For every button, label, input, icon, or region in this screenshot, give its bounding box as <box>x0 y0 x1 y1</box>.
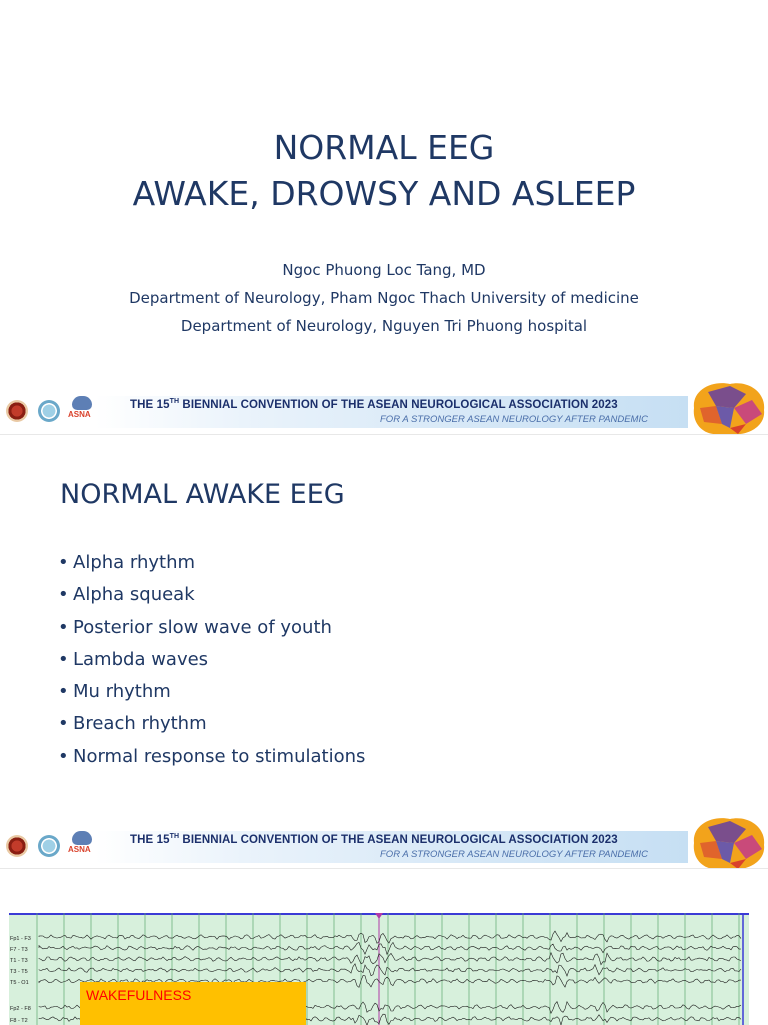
association-seal-icon <box>38 835 60 857</box>
svg-text:T3 - T5: T3 - T5 <box>10 969 28 975</box>
list-item: • Posterior slow wave of youth <box>58 616 332 638</box>
svg-text:T5 - O1: T5 - O1 <box>10 980 29 986</box>
title-line-1: NORMAL EEG <box>273 128 495 167</box>
banner-tagline: FOR A STRONGER ASEAN NEUROLOGY AFTER PANDEMIC <box>380 414 648 425</box>
svg-text:Fp2 - F8: Fp2 - F8 <box>10 1006 31 1012</box>
list-item: • Normal response to stimulations <box>58 745 366 767</box>
svg-text:F7 - T3: F7 - T3 <box>10 947 28 953</box>
brain-artwork-icon <box>686 378 768 434</box>
list-item: • Breach rhythm <box>58 713 207 735</box>
slide-title <box>0 0 768 434</box>
banner-heading: THE 15TH BIENNIAL CONVENTION OF THE ASEAN NEUROLOGICAL ASSOCIATION 2023 <box>130 398 618 411</box>
svg-text:T1 - T3: T1 - T3 <box>10 958 28 964</box>
list-item: • Lambda waves <box>58 648 209 670</box>
bullet-list <box>58 547 365 773</box>
association-seal-icon <box>38 400 60 422</box>
asna-logo-icon: ASNA <box>68 831 96 859</box>
affiliation-2: Department of Neurology, Nguyen Tri Phuong hospital <box>180 317 588 335</box>
asna-logo-icon: ASNA <box>68 396 96 424</box>
university-seal-icon <box>6 400 28 422</box>
brain-artwork-icon <box>686 813 768 869</box>
wakefulness-label: WAKEFULNESS <box>80 982 306 1025</box>
list-item: • Alpha squeak <box>58 584 195 606</box>
svg-text:Fp1 - F3: Fp1 - F3 <box>10 936 31 942</box>
title-line-2: AWAKE, DROWSY AND ASLEEP <box>132 174 636 213</box>
slide-heading: NORMAL AWAKE EEG <box>60 479 345 510</box>
university-seal-icon <box>6 835 28 857</box>
banner-tagline: FOR A STRONGER ASEAN NEUROLOGY AFTER PANDEMIC <box>380 849 648 860</box>
conference-banner <box>0 386 768 434</box>
list-item: • Mu rhythm <box>58 681 171 703</box>
slide-normal-awake-eeg <box>0 434 768 869</box>
list-item: • Alpha rhythm <box>58 552 196 573</box>
svg-text:F8 - T2: F8 - T2 <box>10 1018 28 1024</box>
conference-banner <box>0 821 768 869</box>
affiliation-1: Department of Neurology, Pham Ngoc Thach University of medicine <box>129 289 639 307</box>
banner-heading: THE 15TH BIENNIAL CONVENTION OF THE ASEAN NEUROLOGICAL ASSOCIATION 2023 <box>130 833 618 846</box>
author: Ngoc Phuong Loc Tang, MD <box>282 261 486 279</box>
slide-eeg-wakefulness <box>0 868 768 1025</box>
